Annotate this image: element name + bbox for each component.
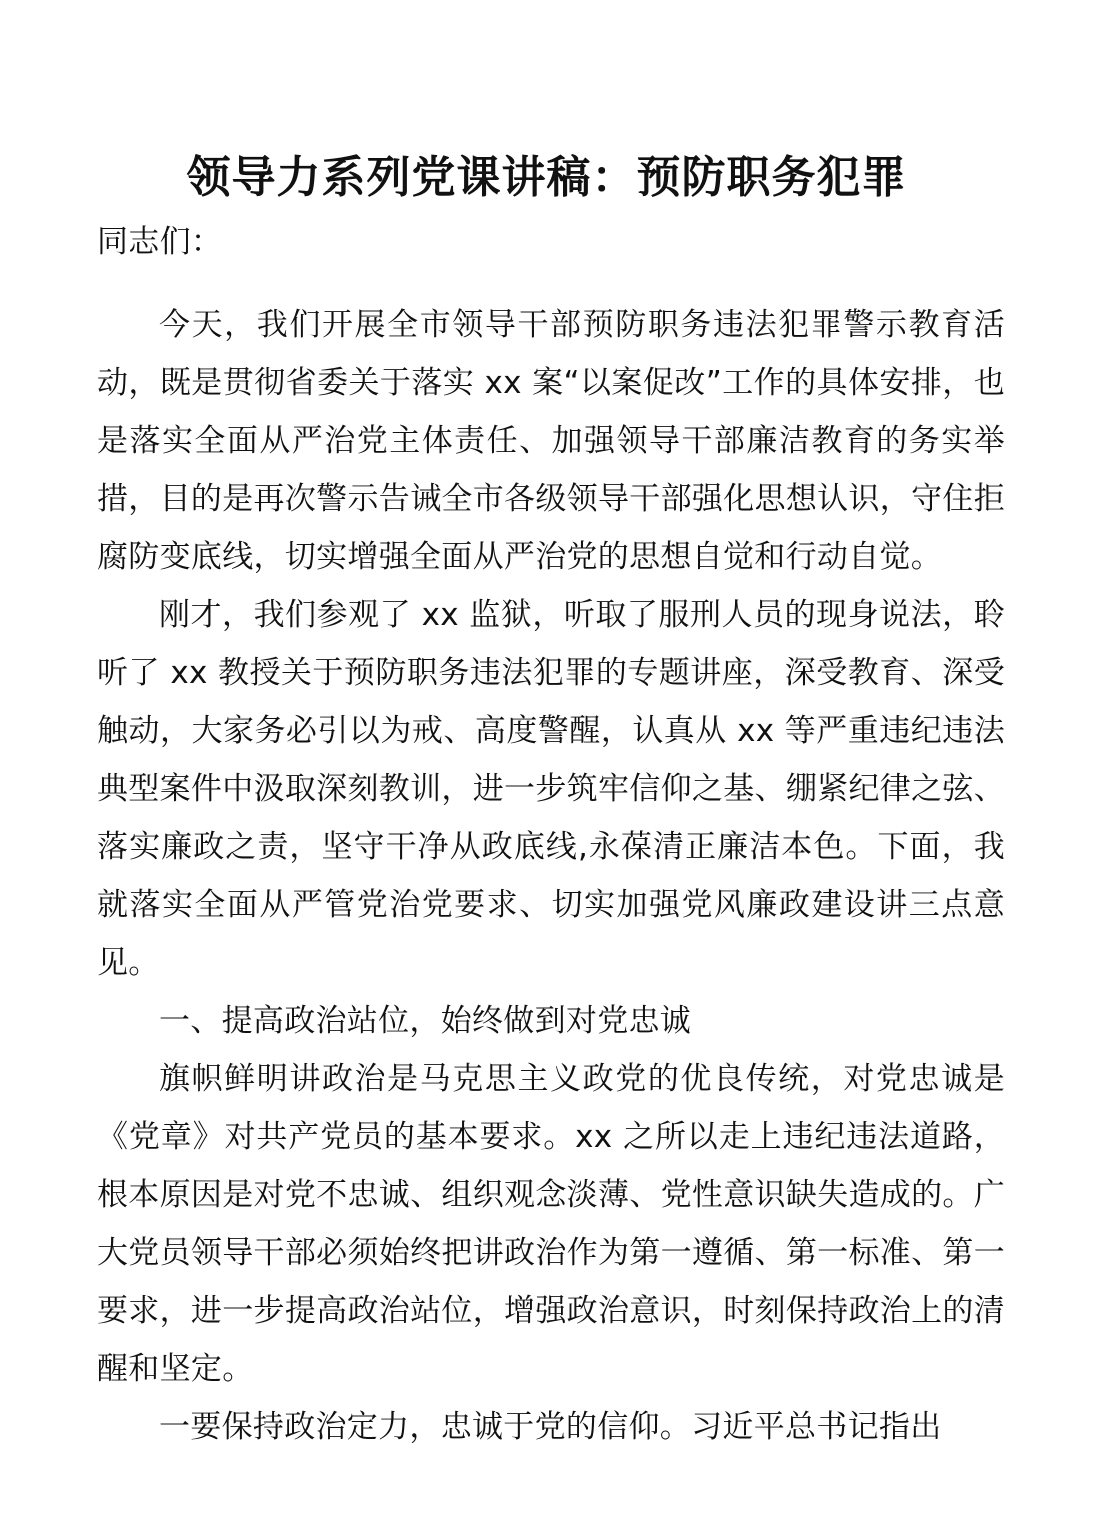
document-body [97,213,1005,1456]
paragraph-point-1: 一要保持政治定力，忠诚于党的信仰。习近平总书记指出 [159,1409,942,1445]
salutation: 同志们： [97,224,223,260]
section-heading-1: 一、提高政治站位，始终做到对党忠诚 [159,1003,692,1039]
paragraph-intro: 今天，我们开展全市领导干部预防职务违法犯罪警示教育活动，既是贯彻省委关于落实 xx 案“以案促改”工作的具体安排，也是落实全面从严治党主体责任、加强领导干部廉洁教育的务实举措，目的是再次警示告诫全市各级领导干部强化思想认识，守住拒腐防变底线，切实增强全面从严治党的思想自觉和行动自觉。 [97,307,1005,575]
document-title: 领导力系列党课讲稿：预防职务犯罪 [186,152,907,203]
paragraph-visit: 刚才，我们参观了 xx 监狱，听取了服刑人员的现身说法，聆听了 xx 教授关于预防职务违法犯罪的专题讲座，深受教育、深受触动，大家务必引以为戒、高度警醒，认真从 xx 等严重违纪违法典型案件中汲取深刻教训，进一步筑牢信仰之基、绷紧纪律之弦、落实廉政之责，坚守干净从政底线,永葆清正廉洁本色。下面，我就落实全面从严管党治党要求、切实加强党风廉政建设讲三点意见。 [97,597,1005,981]
paragraph-politics: 旗帜鲜明讲政治是马克思主义政党的优良传统，对党忠诚是《党章》对共产党员的基本要求。xx 之所以走上违纪违法道路，根本原因是对党不忠诚、组织观念淡薄、党性意识缺失造成的。广大党员领导干部必须始终把讲政治作为第一遵循、第一标准、第一要求，进一步提高政治站位，增强政治意识，时刻保持政治上的清醒和坚定。 [97,1061,1005,1387]
